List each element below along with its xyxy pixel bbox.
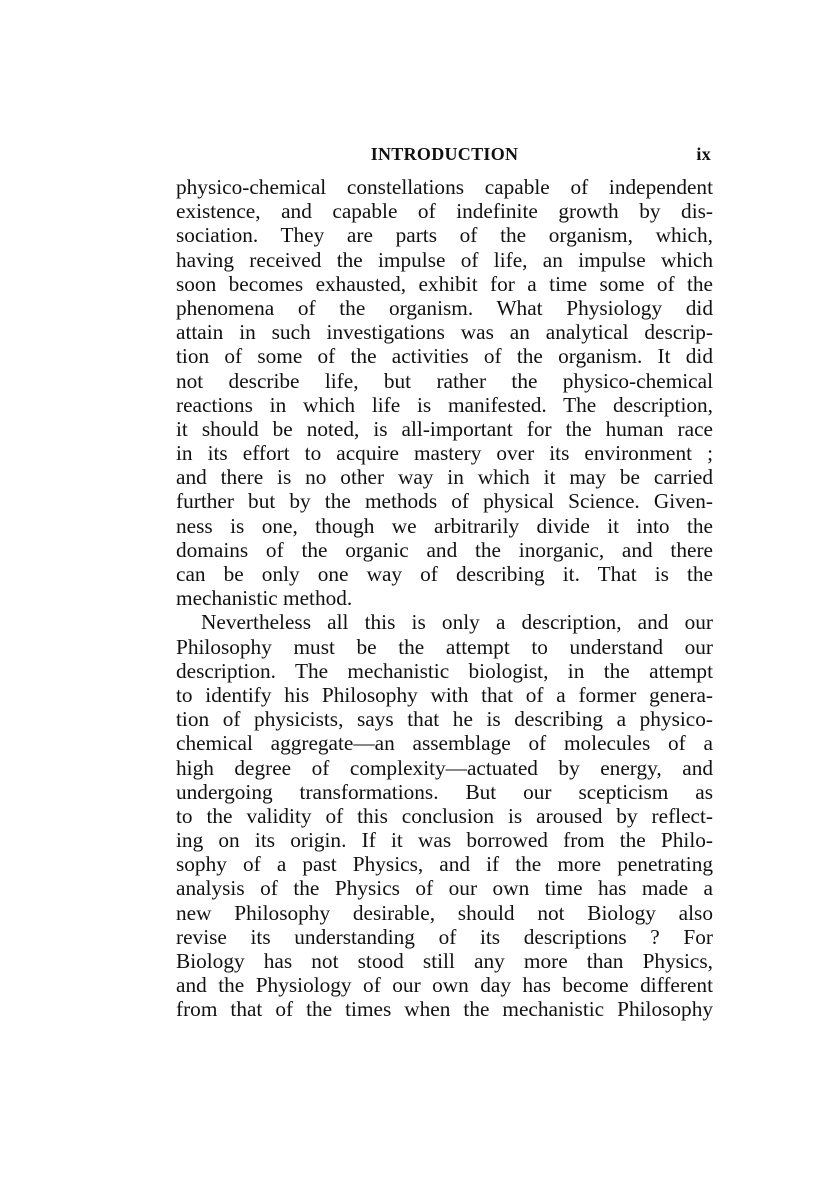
text-line: mechanistic method. — [176, 586, 353, 611]
text-line: sophy of a past Physics, and if the more penetrating — [176, 852, 713, 877]
text-line: having received the impulse of life, an impulse which — [176, 247, 713, 272]
running-header — [176, 141, 713, 167]
text-line: soon becomes exhausted, exhibit for a time some of the — [176, 271, 713, 296]
page-number: ix — [696, 144, 711, 164]
text-line: tion of some of the activities of the organism. It did — [176, 344, 713, 369]
text-line: it should be noted, is all-important for the human race — [176, 416, 713, 441]
text-line: new Philosophy desirable, should not Biology also — [176, 900, 713, 925]
text-line: existence, and capable of indefinite growth by dis- — [176, 199, 713, 224]
text-line: domains of the organic and the inorganic, and there — [176, 537, 713, 562]
text-line: sociation. They are parts of the organism, which, — [176, 223, 713, 248]
text-line: not describe life, but rather the physico-chemical — [176, 368, 713, 393]
text-line: reactions in which life is manifested. The description, — [176, 392, 713, 417]
text-line: Philosophy must be the attempt to understand our — [176, 634, 713, 659]
text-line: further but by the methods of physical Science. Given- — [176, 489, 713, 514]
text-line: and the Physiology of our own day has become different — [176, 973, 713, 998]
text-line: can be only one way of describing it. That is the — [176, 562, 713, 586]
text-line: in its effort to acquire mastery over its environment ; — [176, 441, 713, 466]
paragraph — [176, 610, 713, 1021]
text-line: Nevertheless all this is only a description, and our — [201, 610, 713, 635]
text-line: phenomena of the organism. What Physiology did — [176, 295, 713, 320]
text-line: to the validity of this conclusion is aroused by reflect- — [176, 803, 713, 828]
text-line: and there is no other way in which it may be carried — [176, 465, 713, 490]
text-line: high degree of complexity—actuated by energy, and — [176, 755, 713, 780]
text-line: attain in such investigations was an analytical descrip- — [176, 320, 713, 345]
text-line: description. The mechanistic biologist, in the attempt — [176, 658, 713, 683]
text-line: from that of the times when the mechanistic Philosophy — [176, 997, 713, 1022]
text-line: revise its understanding of its descriptions ? For — [176, 924, 713, 949]
text-line: undergoing transformations. But our scepticism as — [176, 779, 713, 804]
paragraph — [176, 175, 713, 610]
running-title: INTRODUCTION — [370, 144, 519, 164]
text-line: analysis of the Physics of our own time has made a — [176, 876, 713, 901]
text-line: to identify his Philosophy with that of a former genera- — [176, 682, 713, 707]
text-line: chemical aggregate—an assemblage of molecules of a — [176, 731, 713, 756]
text-line: Biology has not stood still any more than Physics, — [176, 949, 713, 973]
book-page — [176, 141, 713, 1022]
body-text — [176, 175, 713, 1022]
text-line: ness is one, though we arbitrarily divide it into the — [176, 513, 713, 538]
text-line: tion of physicists, says that he is describing a physico- — [176, 707, 713, 732]
text-line: ing on its origin. If it was borrowed from the Philo- — [176, 828, 713, 853]
text-line: physico-chemical constellations capable of independent — [176, 175, 713, 199]
